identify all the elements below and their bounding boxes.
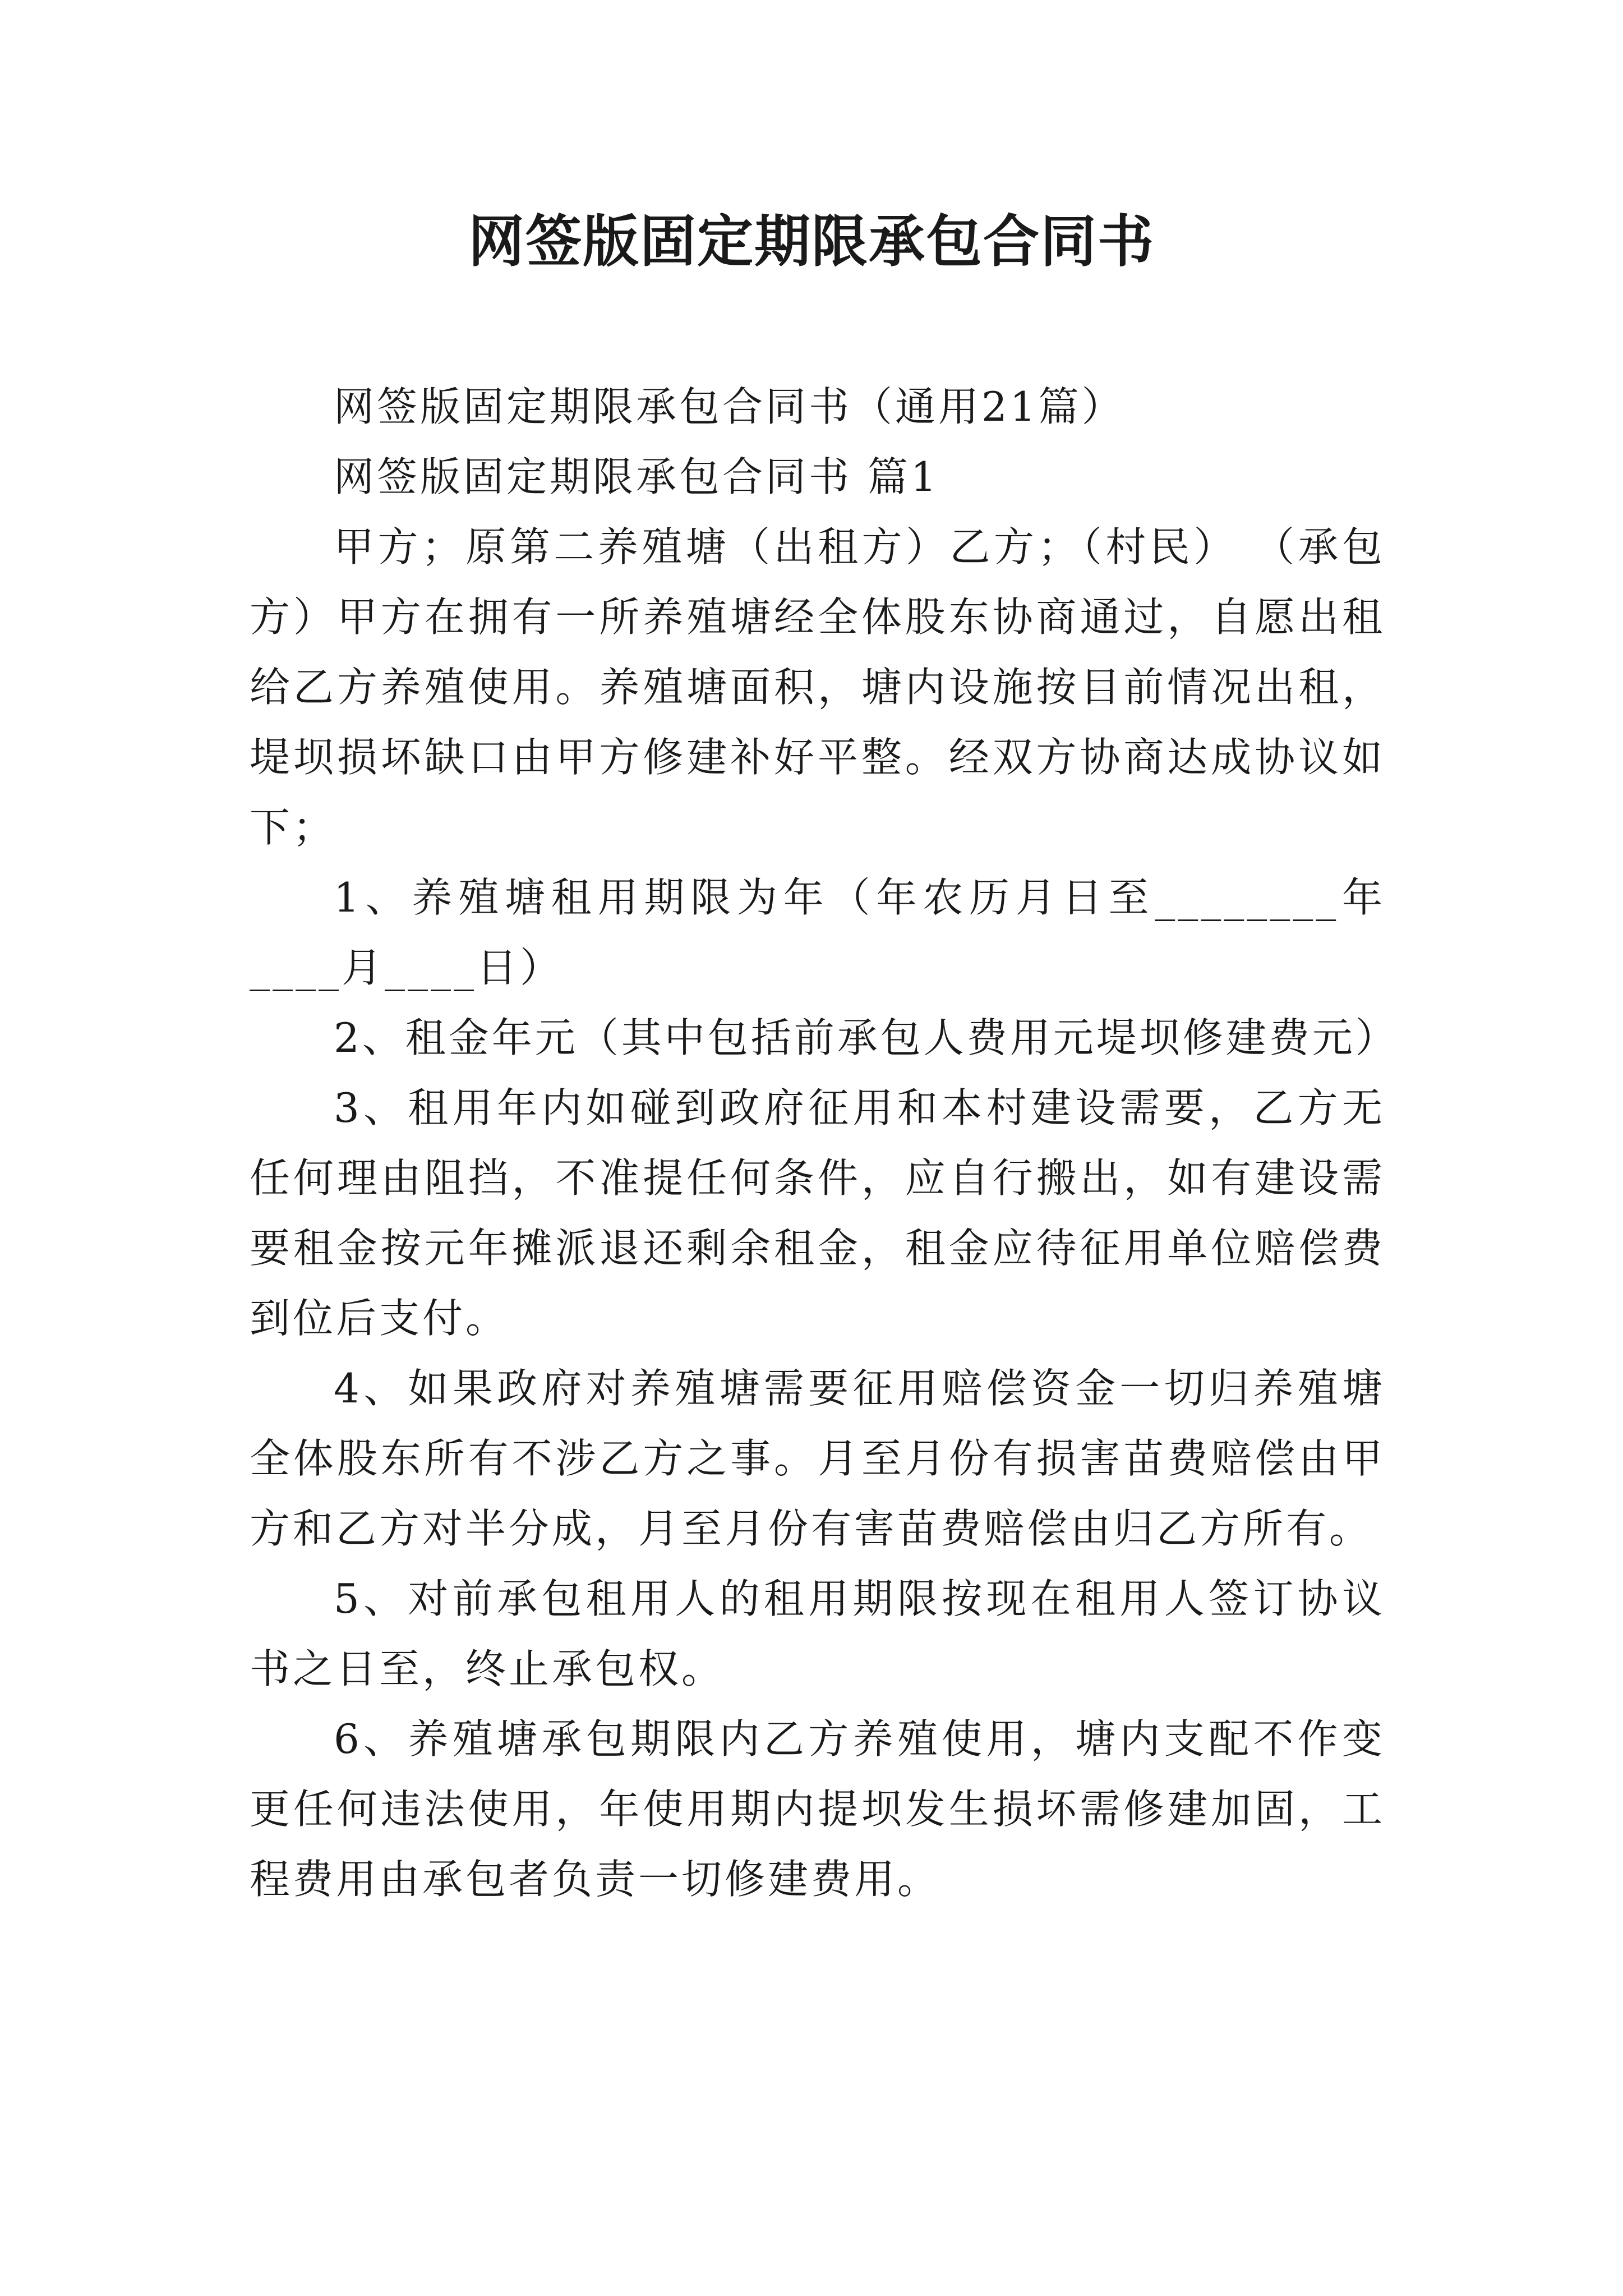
paragraph-subtitle: 网签版固定期限承包合同书（通用21篇） xyxy=(334,383,1125,430)
document-title: 网签版固定期限承包合同书 xyxy=(468,208,1155,274)
paragraph-clause-5: 5、对前承包租用人的租用期限按现在租用人签订协议书之日至，终止承包权。 xyxy=(250,1575,1385,1692)
paragraph-clause-4: 4、如果政府对养殖塘需要征用赔偿资金一切归养殖塘全体股东所有不涉乙方之事。月至月份有损害苗费赔偿由甲方和乙方对半分成，月至月份有害苗费赔偿由归乙方所有。 xyxy=(250,1365,1385,1552)
paragraph-section-heading: 网签版固定期限承包合同书 篇1 xyxy=(334,453,939,500)
paragraph-preamble: 甲方；原第二养殖塘（出租方）乙方；（村民） （承包方）甲方在拥有一所养殖塘经全体股东协商通过，自愿出租给乙方养殖使用。养殖塘面积，塘内设施按目前情况出租，堤坝损坏缺口由甲方修建补好平整。经双方协商达成协议如下； xyxy=(250,523,1385,851)
paragraph-clause-3: 3、租用年内如碰到政府征用和本村建设需要，乙方无任何理由阻挡，不准提任何条件，应自行搬出，如有建设需要租金按元年摊派退还剩余租金，租金应待征用单位赔偿费到位后支付。 xyxy=(250,1084,1385,1342)
paragraph-clause-2: 2、租金年元（其中包括前承包人费用元堤坝修建费元） xyxy=(334,1014,1399,1061)
document-body xyxy=(250,372,1399,1915)
paragraph-clause-6: 6、养殖塘承包期限内乙方养殖使用，塘内支配不作变更任何违法使用，年使用期内提坝发生损坏需修建加固，工程费用由承包者负责一切修建费用。 xyxy=(250,1715,1385,1903)
paragraph-clause-1: 1、养殖塘租用期限为年（年农历月日至________年____月____日） xyxy=(250,874,1385,991)
